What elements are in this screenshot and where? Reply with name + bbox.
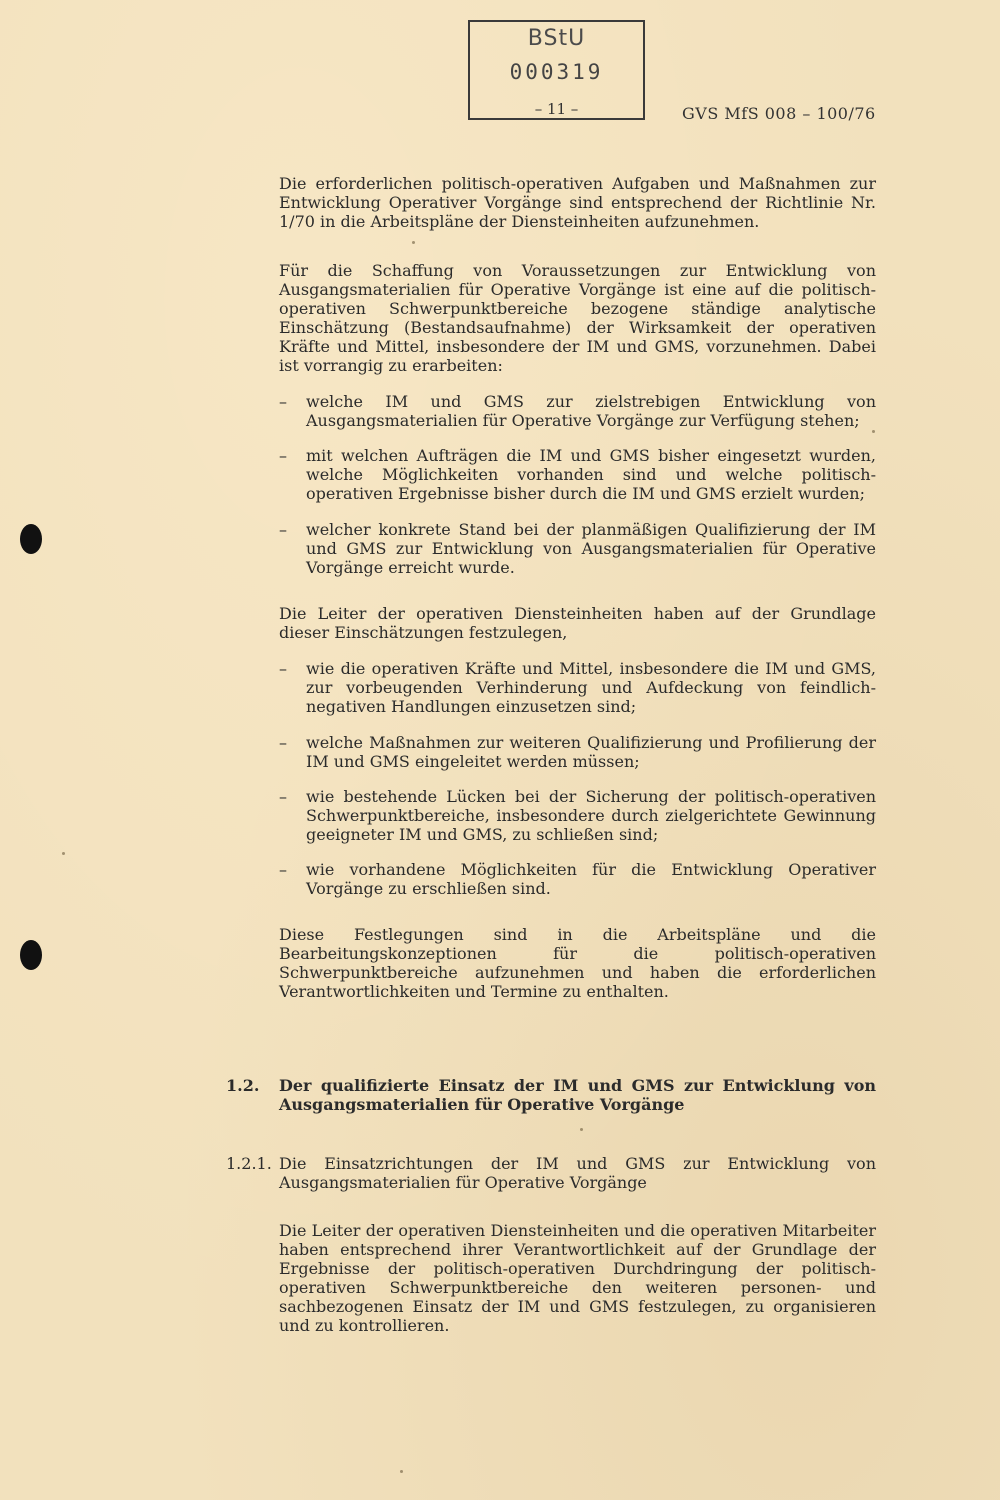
bullet-item: mit welchen Aufträgen die IM und GMS bisher eingesetzt wurden, welche Möglichkeiten vorhanden sind und welche politisch-operativen Ergebnisse bisher durch die IM und GMS erzielt wurden;: [306, 446, 876, 503]
punch-hole: [20, 524, 42, 554]
paper-speck: [400, 1470, 403, 1473]
bullet-item: wie die operativen Kräfte und Mittel, insbesondere die IM und GMS, zur vorbeugenden Verhinderung und Aufdeckung von feindlich-negativen Handlungen einzusetzen sind;: [306, 659, 876, 716]
section-heading: Der qualifizierte Einsatz der IM und GMS zur Entwicklung von Ausgangsmaterialien für Operative Vorgänge: [279, 1076, 876, 1114]
bullet-dash: –: [279, 787, 287, 806]
archive-stamp: [468, 20, 645, 120]
paragraph-2: Für die Schaffung von Voraussetzungen zur Entwicklung von Ausgangsmaterialien für Operative Vorgänge ist eine auf die politisch-operativen Schwerpunktbereiche bezogene ständige analytische Einschätzung (Bestandsaufnahme) der Wirksamkeit der operativen Kräfte und Mittel, insbesondere der IM und GMS, vorzunehmen. Dabei ist vorrangig zu erarbeiten:: [279, 261, 876, 375]
stamp-number: 000319: [509, 60, 604, 84]
bullet-dash: –: [279, 446, 287, 465]
paper-speck: [872, 430, 875, 433]
paper-speck: [580, 1128, 583, 1131]
bullet-dash: –: [279, 659, 287, 678]
paragraph-5: Die Leiter der operativen Diensteinheiten und die operativen Mitarbeiter haben entsprechend ihrer Verantwortlichkeit auf der Grundlage der Ergebnisse der politisch-operativen Durchdringung der politisch-operativen Schwerpunktbereiche den weiteren personen- und sachbezogenen Einsatz der IM und GMS festzulegen, zu organisieren und zu kontrollieren.: [279, 1221, 876, 1335]
page-number: – 11 –: [534, 100, 579, 118]
paragraph-4: Diese Festlegungen sind in die Arbeitspläne und die Bearbeitungskonzeptionen für die politisch-operativen Schwerpunktbereiche aufzunehmen und haben die erforderlichen Verantwortlichkeiten und Termine zu enthalten.: [279, 925, 876, 1001]
bullet-item: welche Maßnahmen zur weiteren Qualifizierung und Profilierung der IM und GMS eingeleitet werden müssen;: [306, 733, 876, 771]
bullet-item: wie vorhandene Möglichkeiten für die Entwicklung Operativer Vorgänge zu erschließen sind.: [306, 860, 876, 898]
stamp-title: BStU: [527, 26, 586, 51]
paragraph-3: Die Leiter der operativen Diensteinheiten haben auf der Grundlage dieser Einschätzungen festzulegen,: [279, 604, 876, 642]
paragraph-1: Die erforderlichen politisch-operativen Aufgaben und Maßnahmen zur Entwicklung Operativer Vorgänge sind entsprechend der Richtlinie Nr. 1/70 in die Arbeitspläne der Diensteinheiten aufzunehmen.: [279, 174, 876, 231]
bullet-item: wie bestehende Lücken bei der Sicherung der politisch-operativen Schwerpunktbereiche, insbesondere durch zielgerichtete Gewinnung geeigneter IM und GMS, zu schließen sind;: [306, 787, 876, 844]
bullet-dash: –: [279, 520, 287, 539]
bullet-dash: –: [279, 392, 287, 411]
bullet-item: welche IM und GMS zur zielstrebigen Entwicklung von Ausgangsmaterialien für Operative Vorgänge zur Verfügung stehen;: [306, 392, 876, 430]
punch-hole: [20, 940, 42, 970]
subsection-heading: Die Einsatzrichtungen der IM und GMS zur Entwicklung von Ausgangsmaterialien für Operative Vorgänge: [279, 1154, 876, 1192]
paper-speck: [412, 241, 415, 244]
section-number: 1.2.: [226, 1076, 260, 1095]
bullet-dash: –: [279, 733, 287, 752]
classification-mark: GVS MfS 008 – 100/76: [682, 104, 876, 123]
subsection-number: 1.2.1.: [226, 1154, 272, 1173]
paper-speck: [62, 852, 65, 855]
bullet-dash: –: [279, 860, 287, 879]
bullet-item: welcher konkrete Stand bei der planmäßigen Qualifizierung der IM und GMS zur Entwicklung von Ausgangsmaterialien für Operative Vorgänge erreicht wurde.: [306, 520, 876, 577]
